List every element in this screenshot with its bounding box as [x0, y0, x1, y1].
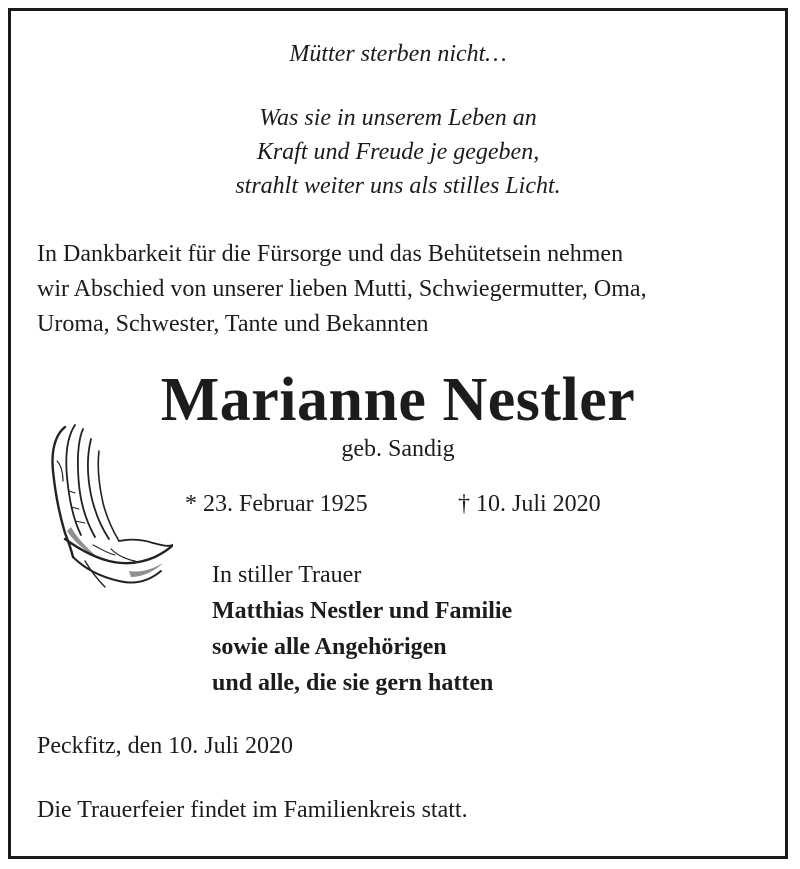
intro-line: In Dankbarkeit für die Fürsorge und das Behütetsein nehmen	[37, 241, 624, 267]
maiden-name: geb. Sandig	[341, 436, 455, 462]
poem-line: strahlt weiter uns als stilles Licht.	[235, 173, 561, 199]
death-date: † 10. Juli 2020	[458, 491, 601, 517]
mourner-line: sowie alle Angehörigen	[212, 634, 447, 660]
intro-line: Uroma, Schwester, Tante und Bekannten	[37, 311, 429, 337]
mourners-block	[212, 557, 512, 701]
poem-line: Mütter sterben nicht…	[289, 41, 507, 67]
intro-line: wir Abschied von unserer lieben Mutti, Schwiegermutter, Oma,	[37, 276, 647, 302]
praying-hands-icon	[45, 421, 173, 589]
mourner-line: Matthias Nestler und Familie	[212, 598, 513, 624]
intro-text	[37, 237, 777, 342]
mourner-line: und alle, die sie gern hatten	[212, 670, 494, 696]
obituary-notice	[8, 8, 788, 859]
funeral-note: Die Trauerfeier findet im Familienkreis statt.	[37, 797, 468, 823]
mourners-heading: In stiller Trauer	[212, 562, 362, 588]
deceased-name: Marianne Nestler	[160, 366, 636, 434]
place-date: Peckfitz, den 10. Juli 2020	[37, 733, 293, 759]
birth-date: * 23. Februar 1925	[185, 491, 368, 517]
poem-line: Kraft und Freude je gegeben,	[256, 139, 540, 165]
poem-line: Was sie in unserem Leben an	[259, 105, 537, 131]
